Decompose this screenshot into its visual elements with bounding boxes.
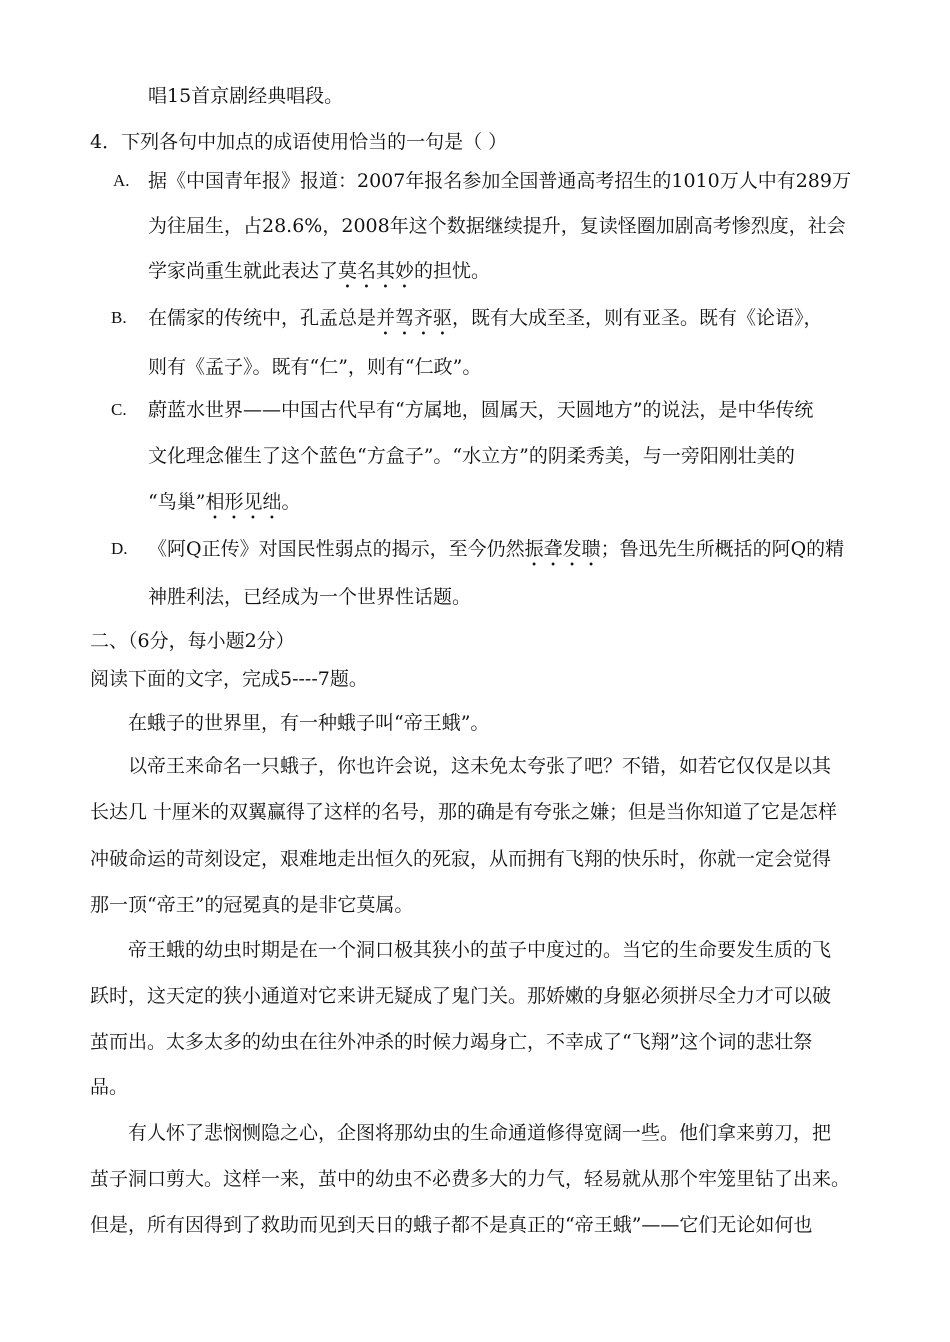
reading-instruction: 阅读下面的文字，完成5----7题。 (90, 668, 368, 690)
passage-line: 在蛾子的世界里，有一种蛾子叫“帝王蛾”。 (128, 712, 490, 734)
text-segment: ，既有大成至圣，则有亚圣。既有《论语》， (452, 307, 823, 329)
dotted-idiom: 振聋发聩 (524, 538, 601, 560)
text-segment: 在儒家的传统中，孔孟总是 (148, 307, 377, 329)
option-a-letter: A. (113, 171, 130, 190)
passage-line: 那一顶“帝王”的冠冕真的是非它莫属。 (90, 894, 414, 916)
text-segment: 《阿Q正传》对国民性弱点的揭示，至今仍然 (148, 538, 525, 560)
option-b-letter: B. (111, 308, 127, 327)
passage-line: 长达几 十厘米的双翼赢得了这样的名号，那的确是有夸张之嫌；但是当你知道了它是怎样 (90, 801, 838, 823)
option-d-line-2: 神胜利法，已经成为一个世界性话题。 (148, 586, 472, 608)
passage-line: 但是，所有因得到了救助而见到天日的蛾子都不是真正的“帝王蛾”——它们无论如何也 (90, 1214, 813, 1236)
passage-line: 茧子洞口剪大。这样一来，茧中的幼虫不必费多大的力气，轻易就从那个牢笼里钻了出来。 (90, 1168, 851, 1190)
dotted-idiom: 莫名其妙 (338, 260, 415, 282)
dotted-idiom: 相形见绌 (205, 491, 282, 513)
option-c-line-3 (148, 490, 300, 524)
passage-line: 茧而出。太多太多的幼虫在往外冲杀的时候力竭身亡，不幸成了“飞翔”这个词的悲壮祭 (90, 1031, 813, 1053)
passage-line: 品。 (90, 1076, 129, 1098)
option-d-line-1 (148, 537, 844, 571)
text-line: 唱15首京剧经典唱段。 (148, 85, 344, 107)
section-heading: 二、（6分，每小题2分） (90, 630, 295, 652)
option-c-letter: C. (111, 400, 127, 419)
passage-line: 有人怀了悲悯恻隐之心，企图将那幼虫的生命通道修得宽阔一些。他们拿来剪刀，把 (128, 1122, 832, 1144)
passage-line: 冲破命运的苛刻设定，艰难地走出恒久的死寂，从而拥有飞翔的快乐时，你就一定会觉得 (90, 848, 832, 870)
option-a-line-3 (148, 259, 490, 293)
dotted-idiom: 并驾齐驱 (376, 307, 453, 329)
passage-line: 以帝王来命名一只蛾子，你也许会说，这未免太夸张了吧？不错，如若它仅仅是以其 (128, 755, 832, 777)
option-b-line-2: 则有《孟子》。既有“仁”，则有“仁政”。 (148, 356, 482, 378)
text-segment: ；鲁迅先生所概括的阿Q的精 (600, 538, 845, 560)
option-b-line-1 (148, 306, 823, 340)
option-d-letter: D. (111, 539, 128, 558)
option-a-line-1: 据《中国青年报》报道：2007年报名参加全国普通高考招生的1010万人中有289万 (148, 170, 851, 192)
question-4-stem: 4．下列各句中加点的成语使用恰当的一句是（ ） (90, 131, 508, 153)
text-segment: “鸟巢” (148, 491, 206, 513)
text-segment: 学家尚重生就此表达了 (148, 260, 339, 282)
passage-line: 帝王蛾的幼虫时期是在一个洞口极其狭小的茧子中度过的。当它的生命要发生质的飞 (128, 939, 832, 961)
option-c-line-1: 蔚蓝水世界——中国古代早有“方属地，圆属天，天圆地方”的说法，是中华传统 (148, 399, 814, 421)
text-segment: 的担忧。 (414, 260, 491, 282)
option-c-line-2: 文化理念催生了这个蓝色“方盒子”。“水立方”的阴柔秀美，与一旁阳刚壮美的 (148, 445, 795, 467)
option-a-line-2: 为往届生，占28.6%，2008年这个数据继续提升，复读怪圈加剧高考惨烈度，社会 (148, 215, 846, 237)
passage-line: 跃时，这天定的狭小通道对它来讲无疑成了鬼门关。那娇嫩的身躯必须拼尽全力才可以破 (90, 985, 832, 1007)
text-segment: 。 (281, 491, 301, 513)
